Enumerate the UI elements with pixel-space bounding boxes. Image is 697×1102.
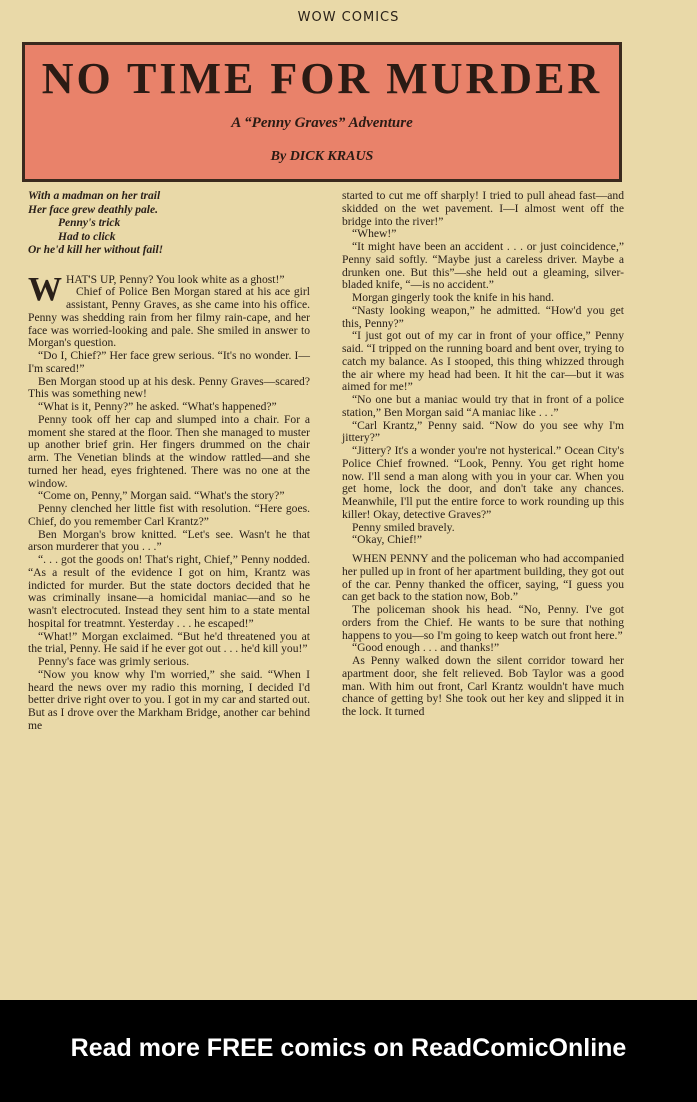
promo-banner [0, 1000, 697, 1102]
story-paragraph: “What is it, Penny?” he asked. “What's happened?” [38, 400, 277, 413]
title-box [22, 42, 622, 182]
promo-banner-text[interactable]: Read more FREE comics on ReadComicOnline [70, 1034, 627, 1062]
story-paragraph: Ben Morgan's brow knitted. “Let's see. Wasn't he that arson murderer that you . . .” [28, 527, 310, 554]
story-paragraph: “What!” Morgan exclaimed. “But he'd threatened you at the trial, Penny. He said if he ever got out . . . he'd kill you!” [28, 629, 310, 656]
story-paragraph: “I just got out of my car in front of your office,” Penny said. “I tripped on the running board and bent over, trying to catch my balance. As I stooped, this thing whizzed through the air where my head had been. It hit the car—but it was aimed for me!” [342, 329, 624, 394]
story-paragraph: “Carl Krantz,” Penny said. “Now do you see why I'm jittery?” [342, 418, 624, 445]
verse-line: Her face grew deathly pale. [28, 203, 158, 216]
story-paragraph: “Do I, Chief?” Her face grew serious. “It's no wonder. I—I'm scared!” [28, 349, 310, 375]
verse-line: Or he'd kill her without fail! [28, 244, 164, 256]
story-paragraph: started to cut me off sharply! I tried to pull ahead fast—and skidded on the wet pavement. I—I almost went off the bridge into the river!” [342, 189, 624, 228]
story-paragraph: “No one but a maniac would try that in front of a police station,” Ben Morgan said “A maniac like . . .” [342, 393, 624, 419]
story-paragraph: Ben Morgan stood up at his desk. Penny Graves—scared? This was something new! [28, 374, 310, 401]
running-head: WOW COMICS [297, 10, 400, 25]
story-paragraph: Penny's face was grimly serious. [38, 655, 190, 668]
story-paragraph: “Jittery? It's a wonder you're not hysterical.” Ocean City's Police Chief frowned. “Look, Penny. You get right home now. I'll send a man along with you in your car. When you get home, lock the door, and don't take any chances. Meanwhile, I'll put the entire force to work rounding up this killer! Okay, detective Graves?” [342, 444, 624, 521]
intro-verse [28, 190, 310, 258]
story-title: NO TIME FOR MURDER [41, 54, 603, 103]
verse-line: Had to click [58, 230, 116, 243]
story-paragraph: Chief of Police Ben Morgan stared at his ace girl assistant, Penny Graves, as she came into his office. Penny was shedding rain from her filmy rain-cape, and her face was worried-looking and pale. She smiled in answer to Morgan's question. [28, 285, 310, 350]
story-paragraph: WHEN PENNY and the policeman who had accompanied her pulled up in front of her apartment building, they got out of the car. Penny thanked the officer, saying, “I guess you can get back to the station now, Bob.” [342, 552, 624, 604]
story-paragraph: “Good enough . . . and thanks!” [352, 641, 500, 655]
story-paragraph: “Now you know why I'm worried,” she said. “When I heard the news over my radio this morning, I decided I'd better drive right over to you. I got in my car and started out. But as I drove over the Markham Bridge, another car behind me [28, 667, 310, 732]
story-byline: By DICK KRAUS [270, 149, 374, 164]
story-paragraph: “Okay, Chief!” [352, 533, 423, 547]
story-paragraph: The policeman shook his head. “No, Penny. I've got orders from the Chief. He wants to be sure that nothing happens to you—so I'm going to keep watch out front here.” [342, 603, 624, 642]
story-subtitle: A “Penny Graves” Adventure [231, 115, 413, 131]
story-paragraph: Penny clenched her little fist with resolution. “Here goes. Chief, do you remember Carl Krantz?” [28, 502, 310, 528]
story-paragraph: Morgan gingerly took the knife in his hand. [352, 291, 555, 304]
right-column [342, 190, 624, 719]
story-paragraph: “Nasty looking weapon,” he admitted. “How'd you get this, Penny?” [342, 303, 624, 330]
drop-cap: W [28, 270, 62, 308]
story-paragraph: Penny smiled bravely. [352, 520, 455, 534]
story-paragraph: “. . . got the goods on! That's right, Chief,” Penny nodded. “As a result of the evidence I got on him, Krantz was indicted for murder. But the state doctors decided that he was criminally insane—a homicidal maniac—and so he wasn't electrocuted. Instead they sent him to a state mental hospital for treatmnt. Yesterday . . . he escaped!” [28, 553, 310, 630]
story-paragraph: “Come on, Penny,” Morgan said. “What's the story?” [38, 489, 285, 503]
paragraph-text: HAT'S UP, Penny? You look white as a ghost!” [66, 272, 285, 286]
story-paragraph: As Penny walked down the silent corridor toward her apartment door, she felt relieved. Bob Taylor was a good man. With him out front, Carl Krantz wouldn't have much chance of getting by! She took out her key and slipped it in the lock. It turned [342, 654, 624, 718]
left-column [28, 190, 310, 733]
verse-line: Penny's trick [58, 217, 121, 229]
story-paragraph: Penny took off her cap and slumped into a chair. For a moment she stared at the floor. Then she managed to muster up another brief grin. Her fingers drummed on the chair arm. The Venetian blinds at the window rattled—and she turned her head, eyes frightened. There was no one at the window. [28, 412, 310, 490]
story-paragraph: “Whew!” [352, 227, 397, 241]
story-paragraph: “It might have been an accident . . . or just coincidence,” Penny said softly. “Maybe just a careless driver. Maybe a drunken one. But this”—she held out a gleaming, silver-bladed knife, “—is no accident.” [342, 240, 624, 292]
verse-line: With a madman on her trail [28, 190, 161, 202]
